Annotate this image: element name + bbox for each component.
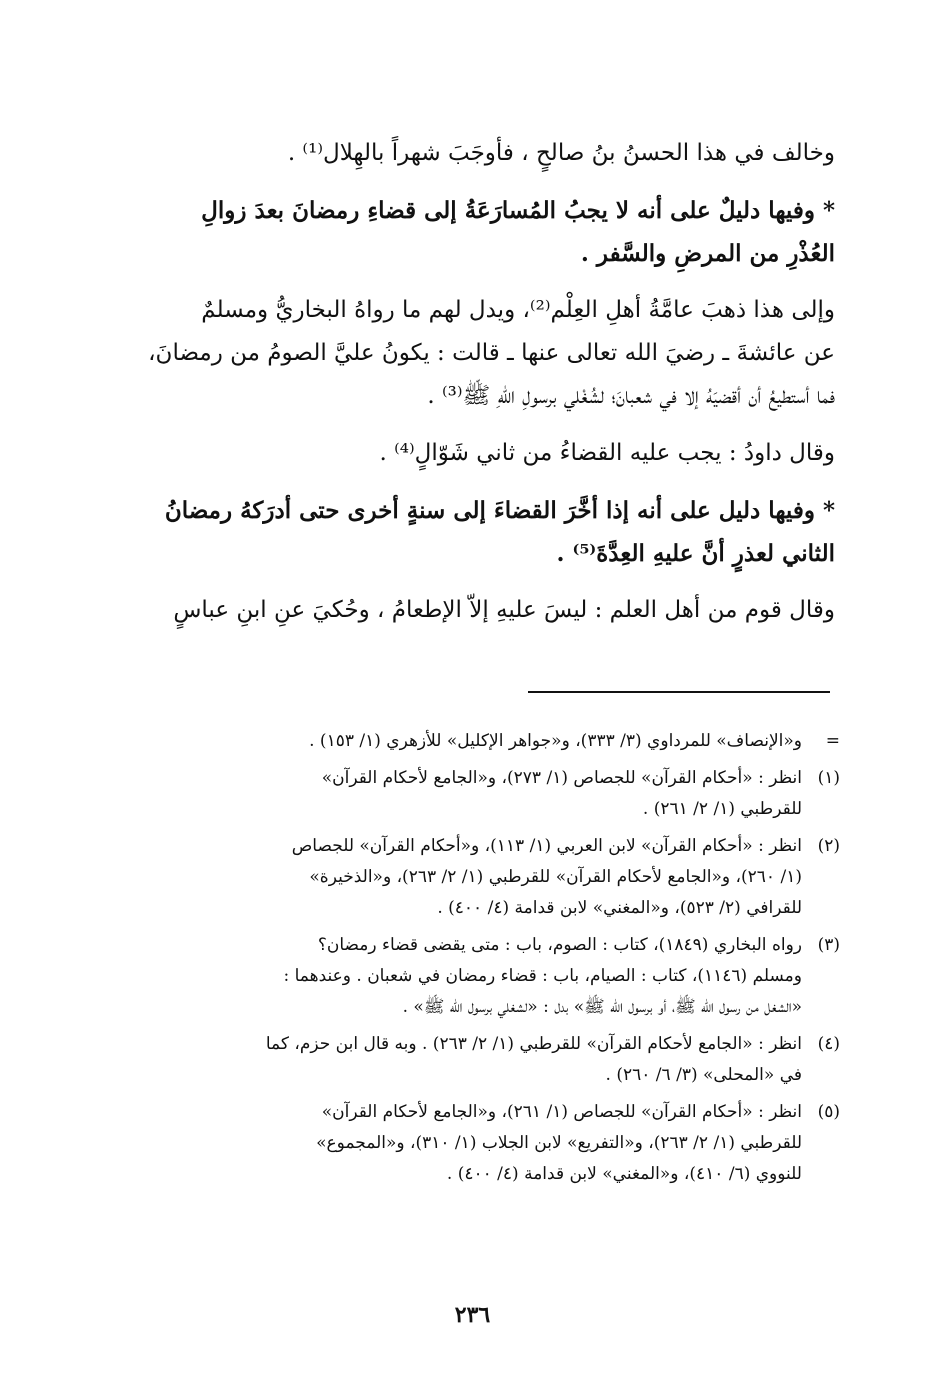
footnote-line: رواه البخاري (١٨٤٩)، كتاب : الصوم، باب : متى يقضى قضاء رمضان؟: [317, 935, 802, 955]
footnote-body: [110, 831, 802, 924]
footnote-marker: (٣): [817, 935, 840, 955]
footnote-line: للنووي (٦/ ٤١٠)، و«المغني» لابن قدامة (٤/ ٤٠٠) .: [446, 1164, 802, 1184]
text-line: * وفيها دليل على أنه إذا أخَّرَ القضاءَ إلى سنةٍ أخرى حتى أدرَكهُ رمضانُ: [164, 497, 835, 524]
footnote-line: (١/ ٢٦٠)، و«الجامع لأحكام القرآن» للقرطبي (١/ ٢/ ٢٦٣)، و«الذخيرة»: [309, 867, 802, 887]
main-text: [115, 132, 835, 646]
footnote-body: [110, 930, 802, 1023]
footnote-marker: (٢): [817, 836, 840, 856]
footnotes: [110, 726, 840, 1196]
text-line: وقال داودُ : يجب عليه القضاءُ من ثاني شَوّالٍ⁽⁴⁾ .: [379, 440, 835, 466]
text-line: العُذْرِ من المرضِ والسَّفر .: [580, 240, 835, 267]
paragraph: [115, 589, 835, 632]
footnote-line: انظر : «أحكام القرآن» للجصاص (١/ ٢٧٣)، و«الجامع لأحكام القرآن»: [321, 768, 802, 788]
footnote-line: للقرطبي (١/ ٢/ ٢٦١) .: [642, 799, 802, 819]
text-line: وإلى هذا ذهبَ عامَّةُ أهلِ العِلْم⁽²⁾، ويدل لهم ما رواهُ البخاريُّ ومسلمٌ: [201, 297, 835, 323]
footnote-marker: (٤): [817, 1034, 840, 1054]
footnote-line: انظر : «أحكام القرآن» لابن العربي (١/ ١١٣)، و«أحكام القرآن» للجصاص: [291, 836, 802, 856]
footnote-2: [110, 831, 840, 924]
paragraph: [115, 132, 835, 175]
footnote-continuation: [110, 726, 840, 757]
paragraph: [115, 289, 835, 418]
footnote-line: و«الإنصاف» للمرداوي (٣/ ٣٣٣)، و«جواهر الإكليل» للأزهري (١/ ١٥٣) .: [309, 731, 802, 751]
footnote-line: انظر : «أحكام القرآن» للجصاص (١/ ٢٦١)، و«الجامع لأحكام القرآن»: [321, 1102, 802, 1122]
footnote-line: انظر : «الجامع لأحكام القرآن» للقرطبي (١/ ٢/ ٢٦٣) . وبه قال ابن حزم، كما: [265, 1034, 802, 1054]
page-number: ٢٣٦: [454, 1302, 491, 1328]
footnote-marker: (١): [817, 768, 840, 788]
footnote-body: [110, 726, 802, 757]
text-line: وقال قوم من أهل العلم : ليسَ عليهِ إلاّ الإطعامُ ، وحُكيَ عنِ ابنِ عباسٍ: [173, 597, 835, 623]
paragraph: [115, 432, 835, 475]
paragraph: [115, 489, 835, 575]
text-line: فما أستطيعُ أن أقضيَهُ إلا في شعبانَ؛ لشُغْلي برسولِ اللهِ ﷺ⁽³⁾ .: [427, 383, 835, 409]
text-line: الثاني لعذرٍ أنَّ عليهِ العِدَّةَ⁽⁵⁾ .: [556, 540, 835, 567]
text-line: * وفيها دليلٌ على أنه لا يجبُ المُسارَعَةُ إلى قضاءِ رمضانَ بعدَ زوالِ: [201, 197, 835, 224]
paragraph: [115, 189, 835, 275]
footnote-line: للقرطبي (١/ ٢/ ٢٦٣)، و«التفريع» لابن الجلاب (١/ ٣١٠)، و«المجموع»: [316, 1133, 802, 1153]
footnote-4: [110, 1029, 840, 1091]
footnote-body: [110, 763, 802, 825]
footnote-body: [110, 1029, 802, 1091]
footnote-1: [110, 763, 840, 825]
footnote-5: [110, 1097, 840, 1190]
footnote-body: [110, 1097, 802, 1190]
footnote-line: للقرافي (٢/ ٥٢٣)، و«المغني» لابن قدامة (٤/ ٤٠٠) .: [437, 898, 802, 918]
footnote-marker: (٥): [817, 1102, 840, 1122]
footnote-3: [110, 930, 840, 1023]
footnote-line: ومسلم (١١٤٦)، كتاب : الصيام، باب : قضاء رمضان في شعبان . وعندهما :: [283, 966, 802, 986]
footnote-marker: =: [825, 731, 840, 751]
footnote-line: «الشغل من رسول الله ﷺ، أو برسول الله ﷺ» بدل : «لشغلي برسول الله ﷺ» .: [402, 997, 802, 1017]
text-line: وخالف في هذا الحسنُ بنُ صالحٍ ، فأوجَبَ شهراً بالهِلال⁽¹⁾ .: [287, 140, 835, 166]
text-line: عن عائشةَ ـ رضيَ الله تعالى عنها ـ قالت : يكونُ عليَّ الصومُ من رمضانَ،: [148, 340, 835, 366]
footnote-separator: [528, 691, 830, 693]
footnote-line: في «المحلى» (٣/ ٦/ ٢٦٠) .: [605, 1065, 802, 1085]
